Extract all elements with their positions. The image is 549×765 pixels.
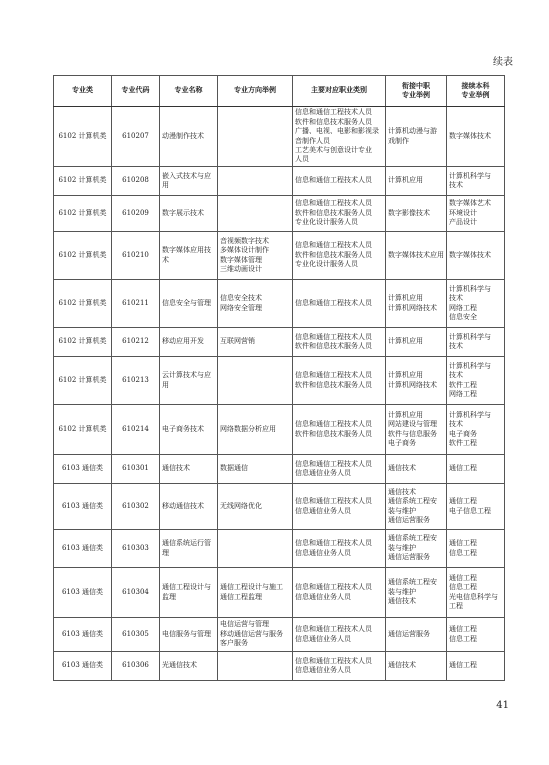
bachelor-major-cell: 数字媒体技术 <box>447 232 505 280</box>
code-cell: 610303 <box>112 530 160 568</box>
jobs-cell: 信息和通信工程技术人员 信息通信业务人员 <box>293 618 386 652</box>
name-cell: 通信工程设计与 监理 <box>160 568 218 618</box>
category-cell: 6102 计算机类 <box>54 167 112 196</box>
bachelor-major-cell: 通信工程 信息工程 <box>447 618 505 652</box>
secondary-major-cell: 计算机应用 计算机网络技术 <box>386 280 447 328</box>
jobs-cell: 信息和通信工程技术人员 信息通信业务人员 <box>293 484 386 530</box>
continued-label: 续表 <box>493 57 513 68</box>
direction-cell <box>218 652 293 681</box>
direction-cell: 电信运营与管理 移动通信运营与服务 客户服务 <box>218 618 293 652</box>
secondary-major-cell: 通信系统工程安 装与维护 通信技术 <box>386 568 447 618</box>
table-row <box>54 568 505 618</box>
direction-cell <box>218 167 293 196</box>
jobs-cell: 信息和通信工程技术人员 软件和信息技术服务人员 广播、电视、电影和影视录 音制作人员 工艺美术与创意设计专业 人员 <box>293 107 386 167</box>
category-cell: 6102 计算机类 <box>54 107 112 167</box>
table-row <box>54 530 505 568</box>
direction-cell <box>218 357 293 405</box>
code-cell: 610302 <box>112 484 160 530</box>
table-row <box>54 455 505 484</box>
code-cell: 610213 <box>112 357 160 405</box>
jobs-cell: 信息和通信工程技术人员 软件和信息技术服务人员 专业化设计服务人员 <box>293 232 386 280</box>
name-cell: 信息安全与管理 <box>160 280 218 328</box>
header-fangxiang: 专业方向举例 <box>218 76 293 107</box>
category-cell: 6103 通信类 <box>54 652 112 681</box>
secondary-major-cell: 通信系统工程安 装与维护 通信运营服务 <box>386 530 447 568</box>
code-cell: 610214 <box>112 405 160 455</box>
bachelor-major-cell: 数字媒体艺术 环境设计 产品设计 <box>447 196 505 232</box>
secondary-major-cell: 通信技术 <box>386 652 447 681</box>
category-cell: 6102 计算机类 <box>54 196 112 232</box>
table-row <box>54 652 505 681</box>
jobs-cell: 信息和通信工程技术人员 软件和信息技术服务人员 <box>293 357 386 405</box>
table-header-row <box>54 76 505 107</box>
secondary-major-cell: 计算机动漫与游 戏制作 <box>386 107 447 167</box>
table-row <box>54 484 505 530</box>
secondary-major-cell: 计算机应用 <box>386 167 447 196</box>
jobs-cell: 信息和通信工程技术人员 软件和信息技术服务人员 专业化设计服务人员 <box>293 196 386 232</box>
bachelor-major-cell: 通信工程 <box>447 652 505 681</box>
name-cell: 电信服务与管理 <box>160 618 218 652</box>
bachelor-major-cell: 计算机科学与 技术 软件工程 网络工程 <box>447 357 505 405</box>
table-row <box>54 167 505 196</box>
direction-cell: 互联网营销 <box>218 328 293 357</box>
name-cell: 移动通信技术 <box>160 484 218 530</box>
name-cell: 云计算技术与应 用 <box>160 357 218 405</box>
jobs-cell: 信息和通信工程技术人员 <box>293 280 386 328</box>
table-row <box>54 196 505 232</box>
code-cell: 610305 <box>112 618 160 652</box>
secondary-major-cell: 计算机应用 网站建设与管理 软件与信息服务 电子商务 <box>386 405 447 455</box>
direction-cell: 信息安全技术 网络安全管理 <box>218 280 293 328</box>
bachelor-major-cell: 通信工程 信息工程 光电信息科学与 工程 <box>447 568 505 618</box>
code-cell: 610208 <box>112 167 160 196</box>
jobs-cell: 信息和通信工程技术人员 软件和信息技术服务人员 <box>293 328 386 357</box>
name-cell: 移动应用开发 <box>160 328 218 357</box>
table-body <box>54 107 505 681</box>
category-cell: 6102 计算机类 <box>54 232 112 280</box>
header-mingcheng: 专业名称 <box>160 76 218 107</box>
category-cell: 6103 通信类 <box>54 455 112 484</box>
code-cell: 610212 <box>112 328 160 357</box>
table-row <box>54 328 505 357</box>
direction-cell: 数据通信 <box>218 455 293 484</box>
category-cell: 6102 计算机类 <box>54 328 112 357</box>
jobs-cell: 信息和通信工程技术人员 软件和信息技术服务人员 <box>293 405 386 455</box>
category-cell: 6102 计算机类 <box>54 405 112 455</box>
category-cell: 6103 通信类 <box>54 568 112 618</box>
direction-cell: 音视频数字技术 多媒体设计制作 数字媒体管理 三维动画设计 <box>218 232 293 280</box>
jobs-cell: 信息和通信工程技术人员 信息通信业务人员 <box>293 455 386 484</box>
category-cell: 6103 通信类 <box>54 530 112 568</box>
header-daima: 专业代码 <box>112 76 160 107</box>
table-row <box>54 357 505 405</box>
table-row <box>54 405 505 455</box>
category-cell: 6102 计算机类 <box>54 280 112 328</box>
secondary-major-cell: 数字媒体技术应用 <box>386 232 447 280</box>
name-cell: 数字展示技术 <box>160 196 218 232</box>
secondary-major-cell: 通信技术 <box>386 455 447 484</box>
bachelor-major-cell: 计算机科学与 技术 <box>447 328 505 357</box>
table-row <box>54 618 505 652</box>
table-row <box>54 107 505 167</box>
header-benke: 接续本科 专业举例 <box>447 76 505 107</box>
bachelor-major-cell: 计算机科学与 技术 <box>447 167 505 196</box>
category-cell: 6103 通信类 <box>54 484 112 530</box>
bachelor-major-cell: 计算机科学与 技术 电子商务 软件工程 <box>447 405 505 455</box>
secondary-major-cell: 通信运营服务 <box>386 618 447 652</box>
jobs-cell: 信息和通信工程技术人员 <box>293 167 386 196</box>
code-cell: 610304 <box>112 568 160 618</box>
direction-cell <box>218 196 293 232</box>
jobs-cell: 信息和通信工程技术人员 信息通信业务人员 <box>293 568 386 618</box>
page-number: 41 <box>496 700 509 711</box>
table-row <box>54 232 505 280</box>
direction-cell: 无线网络优化 <box>218 484 293 530</box>
jobs-cell: 信息和通信工程技术人员 信息通信业务人员 <box>293 652 386 681</box>
name-cell: 通信技术 <box>160 455 218 484</box>
bachelor-major-cell: 数字媒体技术 <box>447 107 505 167</box>
name-cell: 数字媒体应用技 术 <box>160 232 218 280</box>
direction-cell: 网络数据分析应用 <box>218 405 293 455</box>
code-cell: 610301 <box>112 455 160 484</box>
category-cell: 6103 通信类 <box>54 618 112 652</box>
category-cell: 6102 计算机类 <box>54 357 112 405</box>
jobs-cell: 信息和通信工程技术人员 信息通信业务人员 <box>293 530 386 568</box>
name-cell: 通信系统运行管 理 <box>160 530 218 568</box>
major-catalog-table <box>53 75 505 681</box>
secondary-major-cell: 通信技术 通信系统工程安 装与维护 通信运营服务 <box>386 484 447 530</box>
secondary-major-cell: 计算机应用 计算机网络技术 <box>386 357 447 405</box>
direction-cell <box>218 530 293 568</box>
name-cell: 电子商务技术 <box>160 405 218 455</box>
secondary-major-cell: 数字影像技术 <box>386 196 447 232</box>
header-zhuanyelei: 专业类 <box>54 76 112 107</box>
name-cell: 动漫制作技术 <box>160 107 218 167</box>
header-zhiye: 主要对应职业类别 <box>293 76 386 107</box>
direction-cell <box>218 107 293 167</box>
secondary-major-cell: 计算机应用 <box>386 328 447 357</box>
header-zhongzhi: 衔接中职 专业举例 <box>386 76 447 107</box>
bachelor-major-cell: 通信工程 电子信息工程 <box>447 484 505 530</box>
code-cell: 610210 <box>112 232 160 280</box>
bachelor-major-cell: 通信工程 信息工程 <box>447 530 505 568</box>
name-cell: 光通信技术 <box>160 652 218 681</box>
name-cell: 嵌入式技术与应 用 <box>160 167 218 196</box>
code-cell: 610209 <box>112 196 160 232</box>
code-cell: 610211 <box>112 280 160 328</box>
bachelor-major-cell: 通信工程 <box>447 455 505 484</box>
direction-cell: 通信工程设计与施工 通信工程监理 <box>218 568 293 618</box>
table-row <box>54 280 505 328</box>
code-cell: 610207 <box>112 107 160 167</box>
code-cell: 610306 <box>112 652 160 681</box>
bachelor-major-cell: 计算机科学与 技术 网络工程 信息安全 <box>447 280 505 328</box>
